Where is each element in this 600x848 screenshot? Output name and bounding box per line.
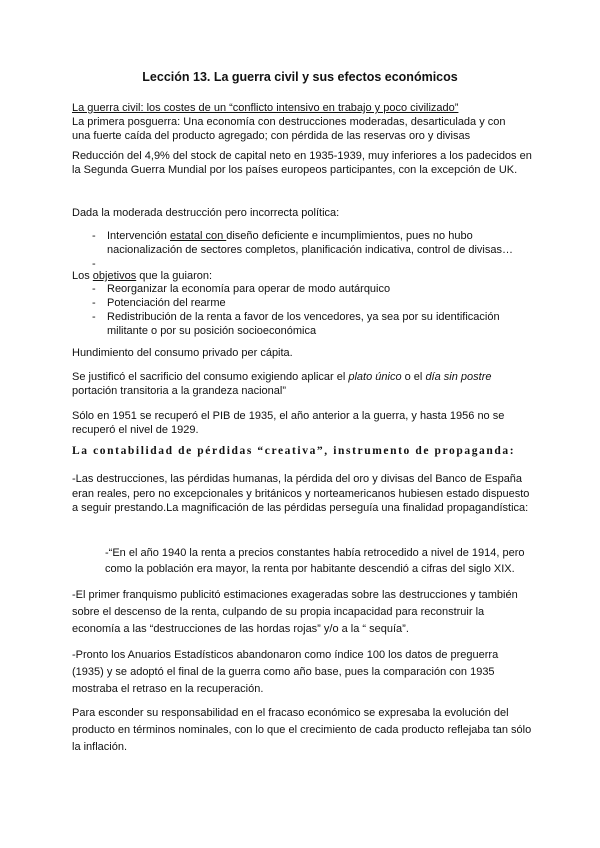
consumption-paragraph: Hundimiento del consumo privado per cápita. [72, 347, 293, 359]
capital-reduction-paragraph: Reducción del 4,9% del stock de capital neto en 1935-1939, muy inferiores a los padecidos en la Segunda Guerra Mundial por los países europeos participantes, con la excepción de UK. [72, 150, 532, 176]
anuarios-paragraph: -Pronto los Anuarios Estadísticos abandonaron como índice 100 los datos de preguerra (1935) y se adoptó el final de la guerra como año base, pues la comparación con 1935 mostraba el retraso en la recuperación. [72, 649, 499, 695]
policy-intro-paragraph: Dada la moderada destrucción pero incorrecta política: [72, 207, 340, 219]
intro-heading: La guerra civil: los costes de un “conflicto intensivo en trabajo y poco civilizado” [72, 102, 459, 114]
section-title: La contabilidad de pérdidas “creativa”, instrumento de propaganda: [72, 445, 516, 457]
page-title: Lección 13. La guerra civil y sus efectos económicos [142, 70, 458, 84]
list-item: - Reorganizar la economía para operar de modo autárquico [72, 282, 532, 296]
sacrifice-paragraph: Se justificó el sacrificio del consumo exigiendo aplicar el plato único o el día sin postre portación transitoria a la grandeza nacional” [72, 371, 492, 397]
objectives-heading: Los objetivos que la guiaron: [72, 270, 213, 282]
policy-list [72, 229, 532, 257]
list-item: - Redistribución de la renta a favor de los vencedores, ya sea por su identificación militante o por su posición socioeconómica [72, 310, 532, 338]
gdp-recovery-paragraph: Sólo en 1951 se recuperó el PIB de 1935, el año anterior a la guerra, y hasta 1956 no se recuperó el nivel de 1929. [72, 410, 505, 436]
intro-line-3: una fuerte caída del producto agregado; con pérdida de las reservas oro y divisas [72, 130, 471, 142]
nominal-terms-paragraph: Para esconder su responsabilidad en el fracaso económico se expresaba la evolución del producto en términos nominales, con lo que el crecimiento de cada producto reflejaba tan sólo la inflación. [72, 707, 532, 753]
objectives-list [72, 282, 532, 338]
quote-paragraph: -“En el año 1940 la renta a precios constantes había retrocedido a nivel de 1914, pero como la población era mayor, la renta por habitante descendió a cifras del siglo XIX. [105, 547, 525, 575]
list-item: - Potenciación del rearme [72, 296, 532, 310]
losses-paragraph: -Las destrucciones, las pérdidas humanas, la pérdida del oro y divisas del Banco de España eran reales, pero no excepcionales y británicos y norteamericanos hubiesen estado dispuesto a seguir prestando.La magnificación de las pérdidas perseguía una finalidad propagandística: [72, 473, 530, 514]
list-item: - Intervención estatal con diseño deficiente e incumplimientos, pues no hubo nacionalización de sectores completos, planificación indicativa, control de divisas… [72, 229, 532, 257]
intro-line-2: La primera posguerra: Una economía con destrucciones moderadas, desarticulada y con [72, 116, 506, 128]
intro-block [72, 101, 532, 143]
franquismo-paragraph: -El primer franquismo publicitó estimaciones exageradas sobre las destrucciones y también sobre el descenso de la renta, culpando de su propia incapacidad para reconstruir la economía a las “destrucciones de las hordas rojas” y/o a la “ sequía”. [72, 589, 518, 635]
